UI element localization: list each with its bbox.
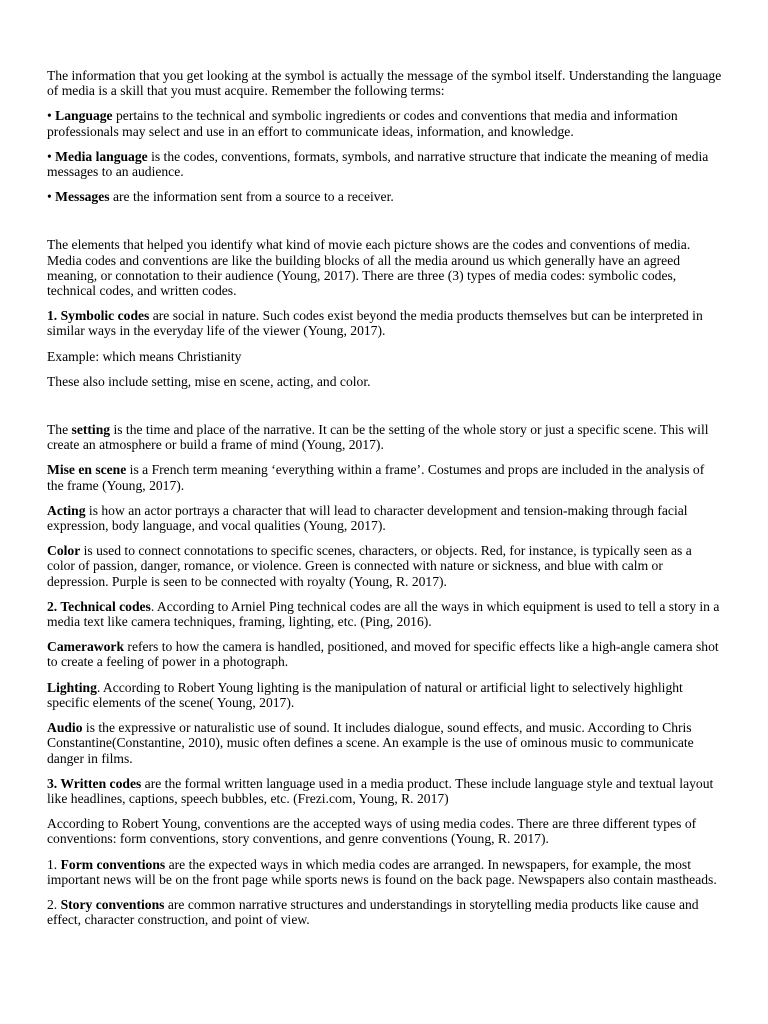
term-definition: is how an actor portrays a character that will lead to character development and tension-making through facial expression, body language, and vocal qualities (Young, 2017). bbox=[47, 502, 688, 534]
term-label: Messages bbox=[55, 189, 110, 205]
section-gap bbox=[47, 399, 723, 422]
elements-paragraph: The elements that helped you identify what kind of movie each picture shows are the codes and conventions of media. Media codes and conventions are like the building blocks of all the media around us which generally have an agreed meaning, or connotation to their audience (Young, 2017). There are three (3) types of media codes: symbolic codes, technical codes, and written codes. bbox=[47, 237, 691, 299]
bullet: • bbox=[47, 148, 56, 164]
conventions-paragraph: According to Robert Young, conventions are the accepted ways of using media codes. There are three different types of conventions: form conventions, story conventions, and genre conventions (Young, R. 2017). bbox=[47, 816, 697, 847]
bullet: • bbox=[47, 108, 56, 124]
written-codes-paragraph bbox=[47, 776, 723, 806]
term-definition: are common narrative structures and understandings in storytelling media products like cause and effect, character construction, and point of view. bbox=[47, 896, 699, 928]
example-paragraph: Example: which means Christianity bbox=[47, 348, 242, 364]
term-label: Story conventions bbox=[60, 896, 165, 912]
term-messages bbox=[47, 189, 723, 204]
term-definition: is the expressive or naturalistic use of sound. It includes dialogue, sound effects, and music. According to Chris Constantine(Constantine, 2010), music often defines a scene. An example is the use of ominous music to communicate danger in films. bbox=[47, 720, 694, 766]
term-language bbox=[47, 108, 723, 138]
document-page bbox=[47, 68, 723, 937]
lead-text: 1. bbox=[47, 856, 61, 872]
bullet: • bbox=[47, 189, 56, 205]
term-definition: are the information sent from a source to a receiver. bbox=[109, 189, 394, 205]
term-definition: is a French term meaning ‘everything within a frame’. Costumes and props are included in the analysis of the frame (Young, 2017). bbox=[47, 462, 705, 493]
term-definition: is the codes, conventions, formats, symbols, and narrative structure that indicate the meaning of media messages to an audience. bbox=[47, 148, 709, 180]
term-definition: are the formal written language used in a media product. These include language style and textual layout like headlines, captions, speech bubbles, etc. (Frezi.com, Young, R. 2017) bbox=[47, 775, 714, 806]
lighting-paragraph bbox=[47, 680, 723, 710]
term-definition: refers to how the camera is handled, positioned, and moved for specific effects like a high-angle camera shot to create a feeling of power in a photograph. bbox=[47, 639, 719, 670]
term-definition: pertains to the technical and symbolic ingredients or codes and conventions that media and information professionals may select and use in an effort to communicate ideas, information, and knowledge. bbox=[47, 108, 678, 139]
term-label: Media language bbox=[55, 148, 148, 164]
technical-codes-paragraph bbox=[47, 599, 723, 629]
section-gap bbox=[47, 214, 723, 237]
term-label: Camerawork bbox=[47, 639, 125, 655]
term-label: Form conventions bbox=[60, 856, 166, 872]
include-paragraph: These also include setting, mise en scene, acting, and color. bbox=[47, 373, 371, 389]
term-label: 2. Technical codes bbox=[47, 598, 151, 614]
audio-paragraph bbox=[47, 720, 723, 766]
term-label: Lighting bbox=[47, 679, 97, 695]
term-definition: is used to connect connotations to specific scenes, characters, or objects. Red, for instance, is typically seen as a color of passion, danger, romance, or violence. Green is connected with nature or sickness, and blue with calm or depression. Purple is seen to be connected with royalty (Young, R. 2017). bbox=[47, 543, 692, 589]
term-definition: . According to Robert Young lighting is the manipulation of natural or artificial light to selectively highlight specific elements of the scene( Young, 2017). bbox=[47, 679, 683, 710]
term-label: Audio bbox=[47, 720, 83, 736]
intro-paragraph: The information that you get looking at the symbol is actually the message of the symbol itself. Understanding the language of media is a skill that you must acquire. Remember the following terms: bbox=[47, 68, 722, 99]
term-definition: . According to Arniel Ping technical codes are all the ways in which equipment is used to tell a story in a media text like camera techniques, framing, lighting, etc. (Ping, 2016). bbox=[47, 598, 720, 630]
camerawork-paragraph bbox=[47, 639, 723, 669]
term-definition: is the time and place of the narrative. It can be the setting of the whole story or just a specific scene. This will create an atmosphere or build a frame of mind (Young, 2017). bbox=[47, 422, 709, 453]
term-label: Language bbox=[55, 108, 113, 124]
term-definition: are social in nature. Such codes exist beyond the media products themselves but can be interpreted in similar ways in the everyday life of the viewer (Young, 2017). bbox=[47, 308, 703, 339]
acting-paragraph bbox=[47, 503, 723, 533]
term-label: Acting bbox=[47, 502, 86, 518]
term-label: setting bbox=[71, 422, 111, 438]
story-conventions-paragraph bbox=[47, 897, 723, 927]
color-paragraph bbox=[47, 543, 723, 589]
term-label: 3. Written codes bbox=[47, 775, 142, 791]
term-label: 1. Symbolic codes bbox=[47, 308, 150, 324]
symbolic-codes-paragraph bbox=[47, 308, 723, 338]
form-conventions-paragraph bbox=[47, 857, 723, 887]
mise-en-scene-paragraph bbox=[47, 462, 723, 492]
term-media-language bbox=[47, 149, 723, 179]
lead-text: The bbox=[47, 422, 72, 438]
term-label: Color bbox=[47, 543, 81, 559]
lead-text: 2. bbox=[47, 896, 61, 912]
setting-paragraph bbox=[47, 422, 723, 452]
term-label: Mise en scene bbox=[47, 462, 127, 478]
term-definition: are the expected ways in which media codes are arranged. In newspapers, for example, the most important news will be on the front page while sports news is found on the back page. Newspapers also contain mastheads. bbox=[47, 856, 717, 887]
